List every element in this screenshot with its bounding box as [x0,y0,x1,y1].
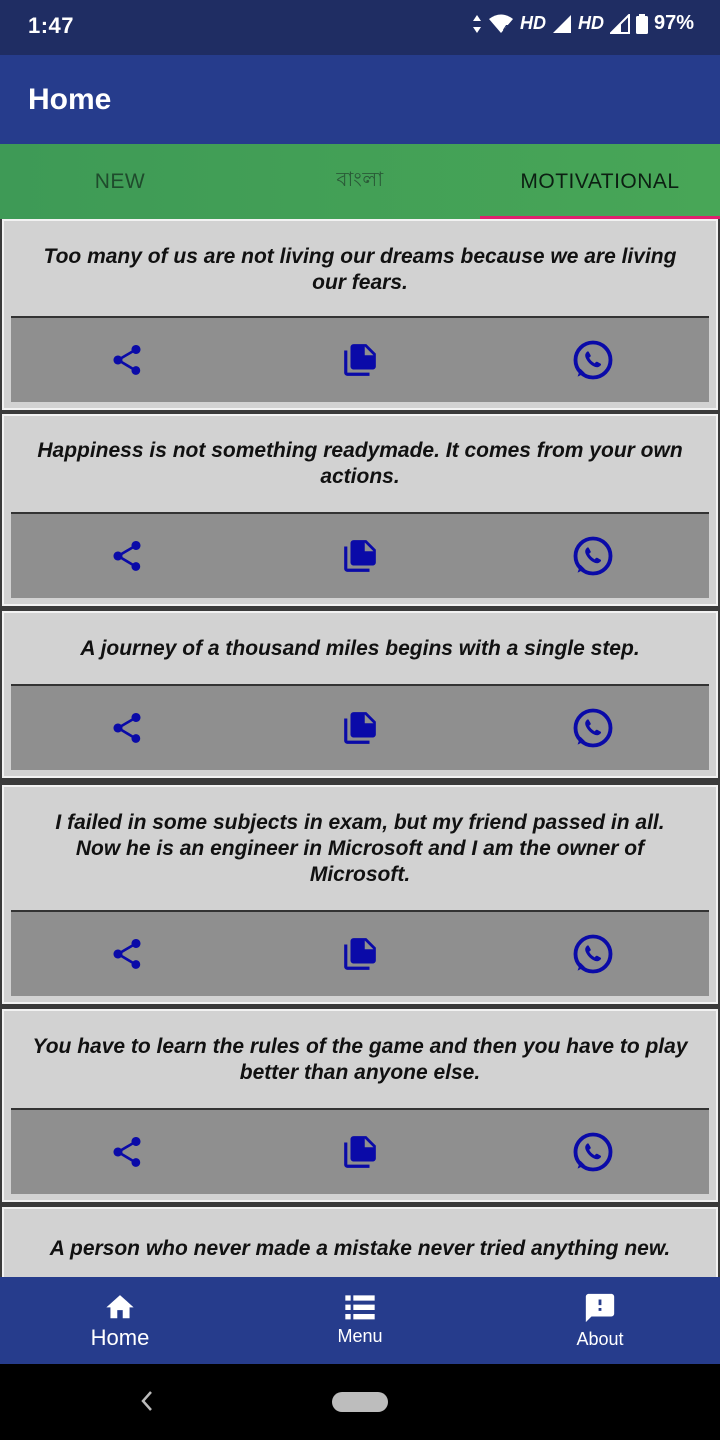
feedback-icon [582,1291,618,1325]
quote-actions [11,684,709,770]
signal-icon-1 [552,14,572,34]
whatsapp-button[interactable] [476,318,709,402]
tab-bangla[interactable]: বাংলা [336,167,384,191]
copy-icon [341,709,379,747]
nav-home-label: Home [90,1324,150,1350]
wifi-icon [488,14,514,34]
whatsapp-icon [572,707,614,749]
quote-card [2,1207,718,1277]
home-icon [103,1291,137,1321]
copy-button[interactable] [244,1110,477,1194]
quote-actions [11,1108,709,1194]
share-button[interactable] [11,514,244,598]
quote-actions [11,910,709,996]
whatsapp-icon [572,339,614,381]
share-icon [109,710,145,746]
list-icon [344,1294,376,1322]
share-icon [109,538,145,574]
nav-about-label: About [576,1329,624,1349]
battery-percent: 97% [653,12,694,34]
app-bar [0,55,720,144]
copy-button[interactable] [244,912,477,996]
share-button[interactable] [11,318,244,402]
copy-button[interactable] [244,686,477,770]
copy-button[interactable] [244,514,477,598]
tab-bar [0,144,720,219]
whatsapp-button[interactable] [476,514,709,598]
quote-list[interactable] [0,219,720,1277]
whatsapp-icon [572,1131,614,1173]
whatsapp-icon [572,933,614,975]
copy-icon [341,537,379,575]
nav-menu[interactable] [240,1277,480,1364]
signal-icon-2 [610,14,630,34]
quote-text: A person who never made a mistake never tried anything new. [49,1237,671,1260]
quote-actions [11,316,709,402]
quote-card [2,785,718,1004]
status-bar [0,0,720,55]
copy-icon [341,341,379,379]
nav-home[interactable] [0,1277,240,1364]
copy-icon [341,1133,379,1171]
status-time: 1:47 [28,13,75,38]
page-title: Home [28,83,112,116]
svg-text:4: 4 [502,23,509,34]
quote-card [2,219,718,410]
share-icon [109,1134,145,1170]
nav-menu-label: Menu [337,1326,383,1346]
share-icon [109,936,145,972]
copy-button[interactable] [244,318,477,402]
back-icon[interactable] [137,1388,157,1419]
quote-card [2,1009,718,1202]
battery-icon [636,14,648,34]
nav-about[interactable] [480,1277,720,1364]
share-button[interactable] [11,686,244,770]
whatsapp-button[interactable] [476,686,709,770]
quote-text: A journey of a thousand miles begins with a single step. [80,637,640,660]
quote-card [2,414,718,606]
share-button[interactable] [11,912,244,996]
hd-label-2: HD [577,13,604,33]
whatsapp-icon [572,535,614,577]
bottom-nav [0,1277,720,1364]
whatsapp-button[interactable] [476,912,709,996]
quote-card [2,611,718,778]
quote-text: I failed in some subjects in exam, but my friend passed in all. Now he is an engineer in Microsoft and I am the owner of Microsoft. [55,811,665,886]
tab-new[interactable]: NEW [94,169,146,193]
quote-text: You have to learn the rules of the game and then you have to play better than anyone else. [32,1035,688,1084]
tab-motivational[interactable]: MOTIVATIONAL [480,144,720,219]
home-pill-icon[interactable] [332,1392,388,1417]
share-button[interactable] [11,1110,244,1194]
hd-label-1: HD [519,13,546,33]
whatsapp-button[interactable] [476,1110,709,1194]
quote-actions [11,512,709,598]
copy-icon [341,935,379,973]
share-icon [109,342,145,378]
quote-text: Happiness is not something readymade. It comes from your own actions. [37,439,683,488]
status-icons [472,12,694,35]
data-arrows-icon [472,14,482,34]
quote-text: Too many of us are not living our dreams because we are living our fears. [43,244,677,294]
